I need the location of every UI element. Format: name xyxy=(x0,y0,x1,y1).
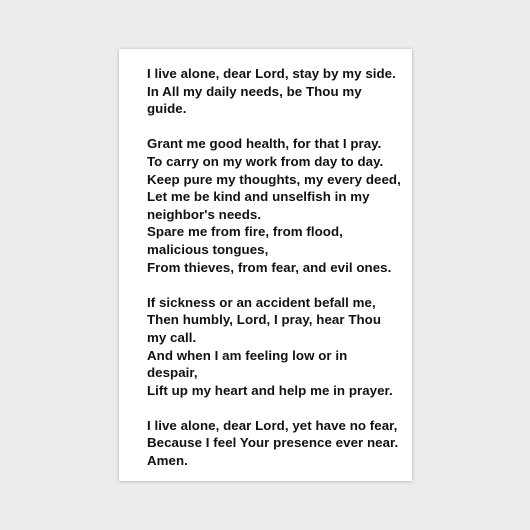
poem-line: To carry on my work from day to day. xyxy=(147,153,384,169)
poem-line: Spare me from fire, from flood, xyxy=(147,224,343,240)
poem-line: guide. xyxy=(147,101,187,117)
poem-line: Then humbly, Lord, I pray, hear Thou xyxy=(147,312,382,328)
poem-line: Keep pure my thoughts, my every deed, xyxy=(147,171,401,187)
poem-line: Lift up my heart and help me in prayer. xyxy=(147,382,393,398)
poem-line: malicious tongues, xyxy=(147,241,269,257)
poem-line: If sickness or an accident befall me, xyxy=(147,294,376,310)
stanza-1 xyxy=(147,65,409,118)
poem-line: From thieves, from fear, and evil ones. xyxy=(147,259,392,275)
prayer-text xyxy=(147,65,409,470)
poem-line: In All my daily needs, be Thou my xyxy=(147,83,362,99)
poem-line: my call. xyxy=(147,329,197,345)
stanza-4 xyxy=(147,417,409,470)
stanza-3 xyxy=(147,294,409,400)
stanza-2 xyxy=(147,135,409,276)
poem-line: And when I am feeling low or in xyxy=(147,347,348,363)
poem-line: Amen. xyxy=(147,453,188,469)
stanza-gap xyxy=(147,399,409,417)
prayer-card xyxy=(119,49,412,481)
poem-line: Because I feel Your presence ever near. xyxy=(147,435,399,451)
poem-line: despair, xyxy=(147,365,198,381)
poem-line: I live alone, dear Lord, stay by my side. xyxy=(147,66,396,81)
poem-line: Grant me good health, for that I pray. xyxy=(147,136,382,152)
stanza-gap xyxy=(147,118,409,136)
poem-line: neighbor's needs. xyxy=(147,206,262,222)
poem-line: I live alone, dear Lord, yet have no fear, xyxy=(147,417,398,433)
poem-line: Let me be kind and unselfish in my xyxy=(147,189,370,205)
stanza-gap xyxy=(147,276,409,294)
